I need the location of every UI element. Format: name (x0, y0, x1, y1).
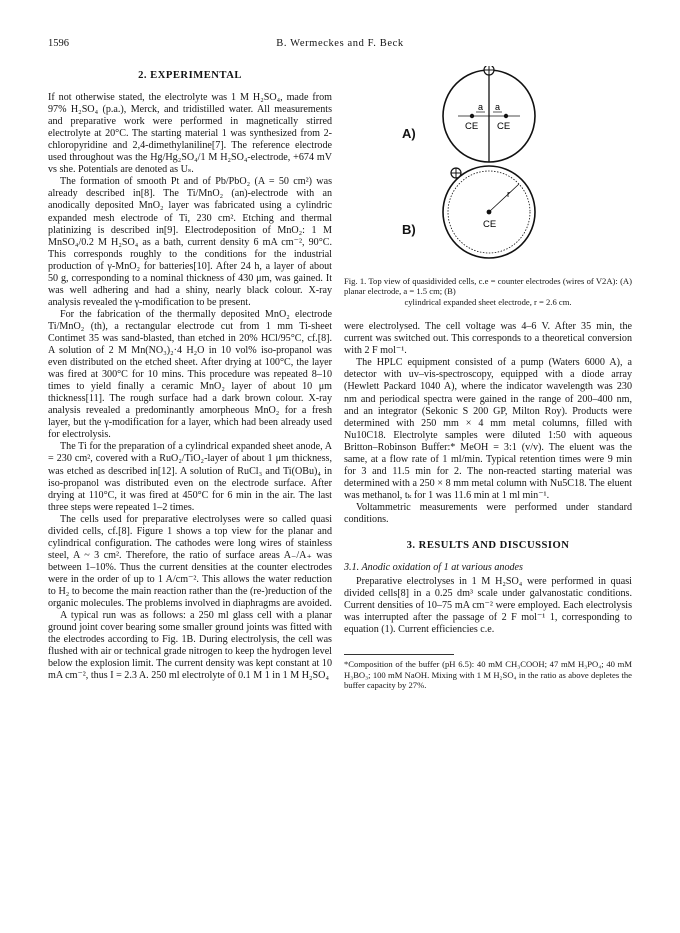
ce-label-left: CE (465, 121, 479, 132)
footnote-rule (344, 654, 454, 655)
panel-a-label: A) (402, 126, 416, 141)
section-heading-results: 3. RESULTS AND DISCUSSION (406, 540, 570, 552)
caption-line-1: Fig. 1. Top view of quasidivided cells, c.e = counter electrodes (wires of V2A): (A) planar electrode, a = 1.5 cm; (B) (344, 276, 632, 297)
paragraph: The Ti for the preparation of a cylindrical expanded sheet anode, A = 230 cm², covered with a RuO₂/TiO₂-layer of about 1 μm thickness, was etched as described in[12]. A solution of RuCl₃ and Ti(OBu)₄ in iso-propanol was distributed even on the electrode surface. After drying at 110°C, it was fired at 450°C for 6 min in the air. The last three steps were repeated 1–2 times. (48, 441, 332, 513)
paragraph: If not otherwise stated, the electrolyte was 1 M H₂SO₄, made from 97% H₂SO₄ (p.a.), Merck, and tridistilled water. All measurements and preparative work were performed in magnetically stirred electrolyte at 20°C. The starting material 1 was synthesized from 2-chloropyridine and 2,4-dimethylaniline[7]. The reference electrode used throughout was the Hg/Hg₂SO₄/1 M H₂SO₄-electrode, +674 mV vs she. Potentials are denoted as Uₛ. (48, 92, 332, 176)
author-line: B. Wermeckes and F. Beck (276, 38, 404, 49)
caption-line-2: cylindrical expanded sheet electrode, r = 2.6 cm. (404, 296, 572, 307)
plus-terminal-icon (451, 168, 461, 178)
paragraph: A typical run was as follows: a 250 ml glass cell with a planar ground joint cover bearing some smaller ground joints was fitted with the electrodes according to Fig. 1B. During electrolysis, the cell was flushed with air or technical grade nitrogen to keep the hydrogen level below the explosion limit. The current density was kept constant at 10 mA cm⁻², thus I = 2.3 A. 250 ml electrolyte of 0.1 M 1 in 1 M H₂SO₄ (48, 610, 332, 682)
section-heading-experimental: 2. EXPERIMENTAL (138, 70, 242, 81)
paragraph: The formation of smooth Pt and of Pb/PbO₂ (A = 50 cm²) was already described in[8]. The Ti/MnO₂ (an)-electrode with an anodically deposited MnO₂ layer was fabricated using a cylindric expanded mesh electrode of Ti, 230 cm². Etching and thermal platinizing is described in[9]. Electrodeposition of MnO₂: 1 M MnSO₄/0.2 M H₂SO₄ as a bath, current density 6 mA cm⁻², 90°C. This corresponds roughly to the conditions for the industrial production of γ-MnO₂ for batteries[10]. After 24 h, a layer of about 50 g, corresponding to a nominal thickness of 430 μm, was gained. It was well adhering and had a shiny, nearly black colour. X-ray analysis revealed the γ-modification to be present. (48, 176, 332, 308)
dim-a-left: a (478, 102, 484, 112)
footnote: *Composition of the buffer (pH 6.5): 40 mM CH₃COOH; 47 mM H₃PO₄; 40 mM H₃BO₃; 100 mM NaOH. Mixing with 1 M H₂SO₄ in the ratio as above depletes the buffer capacity by 27%. (344, 659, 632, 690)
dim-a-right: a (495, 102, 501, 112)
paragraph: were electrolysed. The cell voltage was 4–6 V. After 35 min, the current was switched out. This corresponds to a theoretical conversion with 2 F mol⁻¹. (344, 321, 632, 357)
cell-diagram (344, 66, 632, 262)
panel-a-cell (443, 70, 535, 162)
paragraph: The HPLC equipment consisted of a pump (Waters 6000 A), a detector with uv–vis-spectroscopy, equipped with a diode array (Hewlett Packard 1040 A), where the indicator wavelength was 230 nm and periodical spectra were gained in the range of 200–400 nm, and an integrator (Sekonic S 200 GP, Milton Roy). Products were determined with 250 mm × 4 mm metal columns, filled with Nu10C18. Electrolyte samples were diluted 1:50 with aqueous Britton–Robinson Buffer:* MeOH = 3:1 (v/v). The eluent was the same, at a flow rate of 1 ml/min. Typical retention times were 9 min for 3 and 11.5 min for 2. The non-reacted starting material was determined with a 250 × 8 mm metal column with Nu5C18. The eluent was methanol, tₖ for 1 was 11.6 min at 1 ml min⁻¹. (344, 357, 632, 501)
right-column (344, 66, 632, 690)
left-column (48, 66, 332, 682)
plus-terminal-icon (484, 66, 494, 75)
ce-label-b: CE (483, 219, 497, 230)
dim-r: r (507, 189, 510, 199)
ce-label-right: CE (497, 121, 511, 132)
figure-caption (344, 276, 632, 307)
paragraph: For the fabrication of the thermally deposited MnO₂ electrode Ti/MnO₂ (th), a rectangular electrode cut from 1 mm Ti-sheet Contimet 35 was sand-blasted, than etched in 20% HCl/95°C, cf.[8]. A solution of 2 M Mn(NO₃)₂·4 H₂O in 10 vol% iso-propanol was even distributed on the etched sheet. After drying at 100°C, the layer was fired at 300°C for 10 mins. This procedure was repeated 8–10 times to yield finally a ceramic MnO₂ layer of about 10 μm thickness[11]. The rough surface had a dark brown colour. X-ray analysis revealed a predominantly amorpheous MnO₂ for a fresh layer, but the γ-modification for a layer, which had been already used for electrolysis. (48, 308, 332, 441)
panel-b-label: B) (402, 222, 416, 237)
paragraph: Preparative electrolyses in 1 M H₂SO₄ were performed in quasi divided cells[8] in a 0.25 dm³ scale under galvanostatic conditions. Current densities of 10–75 mA cm⁻² were employed. Each electrolysis was interrupted after the passage of 2 F mol⁻¹ 1, corresponding to equation (1). Current efficiencies c.e. (344, 576, 632, 636)
panel-b-cell (443, 166, 535, 258)
figure-1 (344, 66, 632, 262)
subsection-heading: 3.1. Anodic oxidation of 1 at various anodes (344, 562, 523, 574)
page-number: 1596 (48, 38, 69, 49)
paragraph: Voltammetric measurements were performed under standard conditions. (344, 501, 632, 525)
paragraph: The cells used for preparative electrolyses were so called quasi divided cells, cf.[8]. Figure 1 shows a top view for the planar and cylindrical configuration. The cathodes were long wires of stainless steel, A ~ 3 cm². Therefore, the ratio of surface areas A₋/A₊ was between 1–10%. Thus the current densities at the counter electrodes were in the order of up to 1 A/cm⁻². This allows the water reduction to H₂ to become the main reaction rather than the (re-)reduction of the organic molecules. The problems involved in diaphragms are avoided. (48, 513, 332, 610)
